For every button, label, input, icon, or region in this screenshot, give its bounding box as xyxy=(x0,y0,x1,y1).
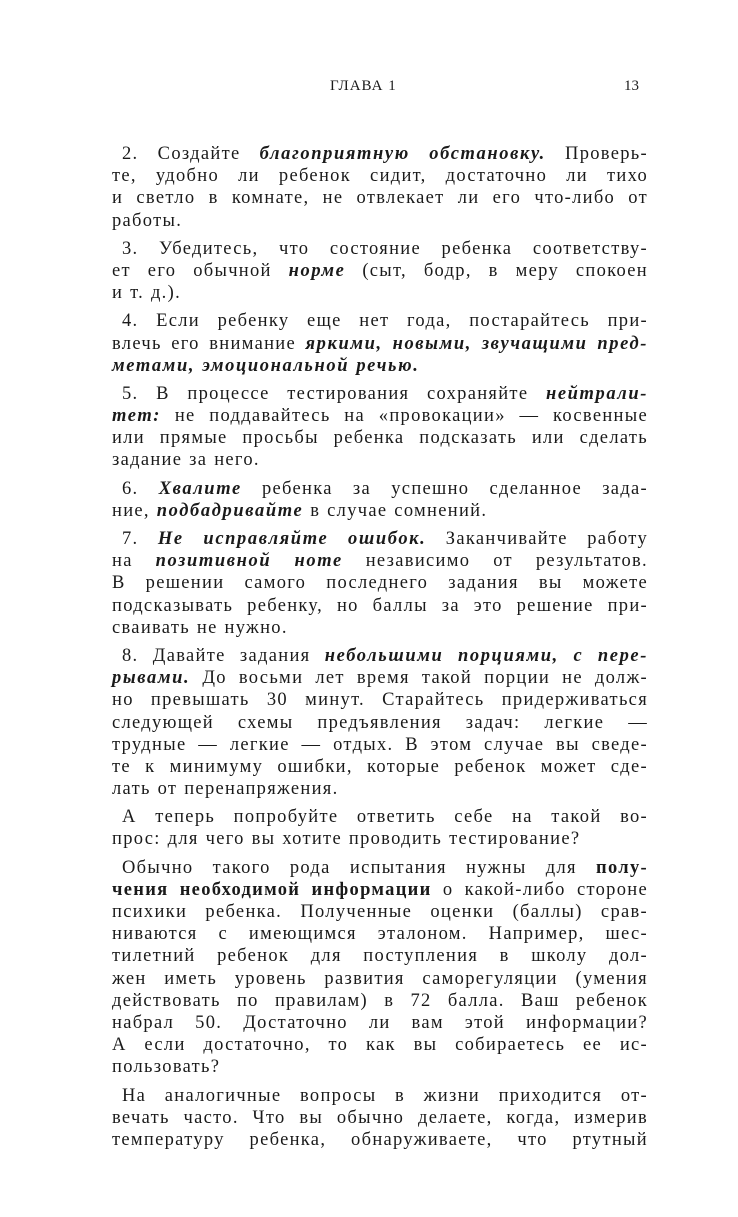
text-run: тилетний ребенок для поступления в школу дол- xyxy=(112,946,648,967)
text-run: психики ребенка. Полученные оценки (баллы) срав- xyxy=(112,902,648,922)
emphasis-text: благоприятную обстановку. xyxy=(259,144,546,164)
text-run: Заканчивайте работу xyxy=(426,529,648,549)
emphasis-text: тет: xyxy=(112,406,162,427)
emphasis-text: норме xyxy=(288,260,346,281)
text-line xyxy=(112,165,648,187)
text-run: 2. Создайте xyxy=(122,144,260,164)
text-line xyxy=(112,143,648,165)
paragraph-p7 xyxy=(112,528,648,639)
text-line xyxy=(112,712,648,734)
text-run: влечь его внимание xyxy=(112,333,306,354)
text-line xyxy=(112,282,648,304)
text-line xyxy=(112,734,648,756)
page-number: 13 xyxy=(624,78,639,94)
emphasis-text: нейтрали- xyxy=(545,383,648,404)
emphasis-text: рывами. xyxy=(112,668,191,689)
text-run: и светло в комнате, не отвлекает ли его что-либо от xyxy=(112,188,648,209)
paragraph-p5 xyxy=(112,383,648,472)
text-line xyxy=(112,645,648,667)
emphasis-text: полу- xyxy=(596,857,648,878)
text-run: не поддавайтесь на «провокации» — косвенные xyxy=(161,406,648,427)
text-run: задание за него. xyxy=(112,450,260,471)
text-run: ниваются с имеющимся эталоном. Например, шес- xyxy=(112,924,648,945)
paragraph-p6 xyxy=(112,478,648,522)
text-run: прос: для чего вы хотите проводить тестирование? xyxy=(112,829,581,850)
paragraph-p2 xyxy=(112,143,648,232)
text-run: 3. Убедитесь, что состояние ребенка соответству- xyxy=(122,238,648,259)
text-line xyxy=(112,617,648,639)
text-run: 6. xyxy=(122,478,159,499)
text-line xyxy=(112,405,648,427)
text-line xyxy=(112,857,648,879)
text-run: Проверь- xyxy=(545,144,648,164)
text-run: ребенка за успешно сделанное зада- xyxy=(241,478,649,499)
text-run: и т. д.). xyxy=(112,283,181,304)
text-run: подсказывать ребенку, но баллы за это решение при- xyxy=(112,595,648,616)
paragraph-p9 xyxy=(112,806,648,850)
text-line xyxy=(112,449,648,471)
text-run: действовать по правилам) в 72 балла. Ваш ребенок xyxy=(112,990,648,1011)
text-line xyxy=(112,945,648,967)
text-line xyxy=(112,828,648,850)
body-text xyxy=(112,143,648,1151)
text-line xyxy=(112,355,648,377)
text-run: Обычно такого рода испытания нужны для xyxy=(122,857,597,878)
text-line xyxy=(112,528,648,550)
text-run: в случае сомнений. xyxy=(303,500,488,521)
text-line xyxy=(112,1129,648,1151)
text-run: пользовать? xyxy=(112,1057,221,1078)
text-run: ние, xyxy=(112,500,157,521)
text-line xyxy=(112,667,648,689)
emphasis-text: Хвалите xyxy=(158,478,242,499)
text-run: 7. xyxy=(122,529,158,549)
text-run: набрал 50. Достаточно ли вам этой информации? xyxy=(112,1012,648,1033)
text-line xyxy=(112,500,648,522)
text-line xyxy=(112,1085,648,1107)
paragraph-p3 xyxy=(112,238,648,305)
paragraph-p10 xyxy=(112,857,648,1079)
text-run: лать от перенапряжения. xyxy=(112,779,339,800)
text-line xyxy=(112,1107,648,1129)
text-line xyxy=(112,806,648,828)
text-line xyxy=(112,383,648,405)
text-run: жен иметь уровень развития саморегуляции (умения xyxy=(112,968,648,989)
emphasis-text: позитивной ноте xyxy=(155,551,343,572)
text-run: (сыт, бодр, в меру спокоен xyxy=(345,260,648,281)
paragraph-p11 xyxy=(112,1085,648,1152)
running-head: ГЛАВА 1 xyxy=(330,78,397,94)
text-line xyxy=(112,778,648,800)
paragraph-p8 xyxy=(112,645,648,800)
text-run: те, удобно ли ребенок сидит, достаточно ли тихо xyxy=(112,166,648,187)
text-line xyxy=(112,427,648,449)
text-run: следующей схемы предъявления задач: легкие — xyxy=(112,712,648,733)
text-run: ет его обычной xyxy=(112,260,289,281)
text-line xyxy=(112,1012,648,1034)
text-line xyxy=(112,990,648,1012)
text-line xyxy=(112,756,648,778)
text-run: независимо от результатов. xyxy=(342,551,648,572)
text-run: те к минимуму ошибки, которые ребенок может сде- xyxy=(112,756,648,777)
text-run: о какой-либо стороне xyxy=(431,879,648,900)
text-line xyxy=(112,210,648,232)
text-run: но превышать 30 минут. Старайтесь придерживаться xyxy=(112,690,648,711)
emphasis-text: Не исправляйте ошибок. xyxy=(157,529,427,549)
text-run: температуру ребенка, обнаруживаете, что ртутный xyxy=(112,1129,648,1150)
text-run: 5. В процессе тестирования сохраняйте xyxy=(122,383,546,404)
text-line xyxy=(112,187,648,209)
text-line xyxy=(112,260,648,282)
text-run: 8. Давайте задания xyxy=(122,645,325,666)
text-line xyxy=(112,1056,648,1078)
emphasis-text: яркими, новыми, звучащими пред- xyxy=(305,333,648,354)
text-run: 4. Если ребенку еще нет года, постарайтесь при- xyxy=(122,311,648,332)
text-run: работы. xyxy=(112,210,183,231)
text-run: До восьми лет время такой порции не долж- xyxy=(190,668,648,689)
text-run: сваивать не нужно. xyxy=(112,617,288,638)
text-line xyxy=(112,901,648,923)
text-run: на xyxy=(112,551,156,572)
text-run: трудные — легкие — отдых. В этом случае вы сведе- xyxy=(112,734,648,755)
text-run: А если достаточно, то как вы собираетесь ее ис- xyxy=(112,1035,648,1056)
paragraph-p4 xyxy=(112,310,648,377)
emphasis-text: подбадривайте xyxy=(156,500,304,521)
text-line xyxy=(112,333,648,355)
text-run: На аналогичные вопросы в жизни приходится от- xyxy=(122,1085,648,1106)
text-line xyxy=(112,550,648,572)
text-run: А теперь попробуйте ответить себе на такой во- xyxy=(122,807,648,828)
emphasis-text: небольшими порциями, с пере- xyxy=(324,645,648,666)
text-line xyxy=(112,238,648,260)
text-line xyxy=(112,310,648,332)
text-run: вечать часто. Что вы обычно делаете, когда, измерив xyxy=(112,1107,648,1128)
emphasis-text: метами, эмоциональной речью. xyxy=(112,355,420,376)
text-run: В решении самого последнего задания вы можете xyxy=(112,573,648,594)
text-line xyxy=(112,879,648,901)
text-run: или прямые просьбы ребенка подсказать или сделать xyxy=(112,428,648,449)
emphasis-text: чения необходимой информации xyxy=(112,879,432,900)
text-line xyxy=(112,1034,648,1056)
text-line xyxy=(112,595,648,617)
text-line xyxy=(112,968,648,990)
text-line xyxy=(112,572,648,594)
text-line xyxy=(112,689,648,711)
text-line xyxy=(112,478,648,500)
text-line xyxy=(112,923,648,945)
